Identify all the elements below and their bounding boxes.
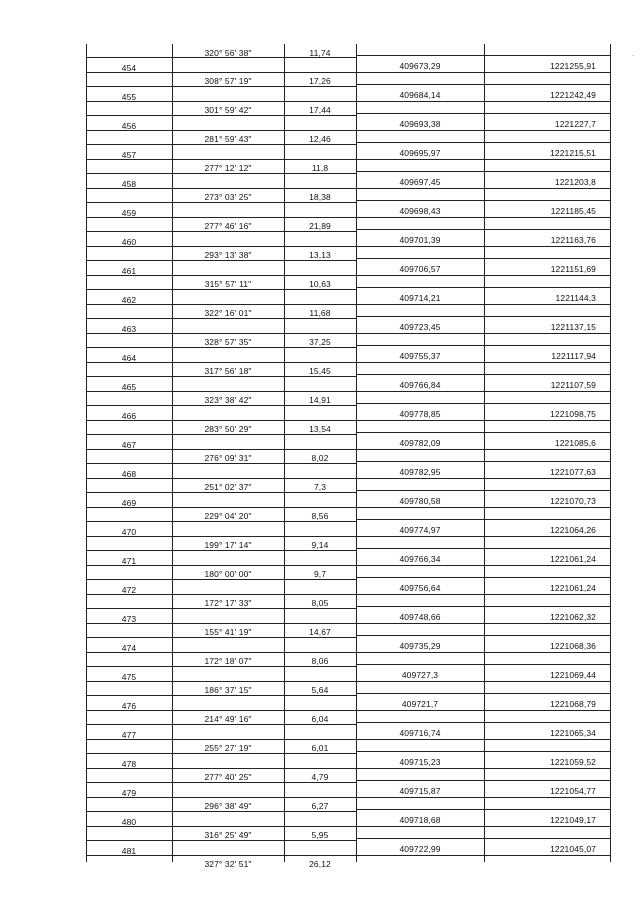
point-number: 465 <box>121 382 137 392</box>
segment-divider <box>86 202 356 203</box>
segment-length: 11,74 <box>309 48 331 58</box>
segment-length: 14,91 <box>309 395 331 405</box>
segment-length: 37,25 <box>309 337 331 347</box>
coordinate-x: 409698,43 <box>399 206 441 216</box>
coordinate-x: 409715,87 <box>399 786 441 796</box>
coordinate-x: 409723,45 <box>399 322 441 332</box>
segment-length: 11,8 <box>311 163 329 173</box>
coordinate-x: 409722,99 <box>399 844 441 854</box>
segment-divider <box>86 753 356 754</box>
segment-length: 26,12 <box>309 859 331 869</box>
segment-angle: 277° 40' 25" <box>204 772 252 782</box>
segment-angle: 277° 12' 12" <box>204 163 252 173</box>
coord-divider <box>356 606 610 607</box>
coord-divider <box>356 403 610 404</box>
point-number: 471 <box>121 556 137 566</box>
segment-angle: 317° 56' 18" <box>204 366 252 376</box>
segment-angle: 296° 38' 49" <box>204 801 252 811</box>
coord-divider <box>356 693 610 694</box>
coordinate-x: 409718,68 <box>399 815 441 825</box>
segment-angle: 327° 32' 51" <box>204 859 252 869</box>
segment-divider <box>86 434 356 435</box>
coordinate-x: 409721,7 <box>401 699 439 709</box>
segment-divider <box>86 57 356 58</box>
segment-angle: 214° 49' 16" <box>204 714 252 724</box>
point-number: 478 <box>121 759 137 769</box>
segment-divider <box>86 492 356 493</box>
segment-divider <box>86 115 356 116</box>
coord-divider <box>356 577 610 578</box>
segment-length: 5,64 <box>311 685 329 695</box>
coordinate-y: 1221068,36 <box>550 641 596 651</box>
segment-divider <box>86 637 356 638</box>
segment-angle: 328° 57' 35" <box>204 337 252 347</box>
coordinate-x: 409782,09 <box>399 438 441 448</box>
segment-angle: 273° 03' 25" <box>204 192 252 202</box>
segment-length: 6,04 <box>311 714 329 724</box>
segment-length: 8,56 <box>311 511 329 521</box>
coordinate-x: 409735,29 <box>399 641 441 651</box>
coordinate-x: 409684,14 <box>399 90 441 100</box>
coordinate-x: 409706,57 <box>399 264 441 274</box>
segment-divider <box>86 231 356 232</box>
point-number: 479 <box>121 788 137 798</box>
point-number: 477 <box>121 730 137 740</box>
segment-angle: 172° 18' 07" <box>204 656 252 666</box>
coordinate-y: 1221107,59 <box>550 380 596 390</box>
segment-angle: 323° 38' 42" <box>204 395 252 405</box>
coord-divider <box>356 287 610 288</box>
point-number: 455 <box>121 92 137 102</box>
point-number: 459 <box>121 208 137 218</box>
point-number: 468 <box>121 469 137 479</box>
segment-angle: 229° 04' 20" <box>204 511 252 521</box>
point-number: 467 <box>121 440 137 450</box>
coord-divider <box>356 229 610 230</box>
segment-angle: 301° 59' 42" <box>204 105 252 115</box>
segment-length: 18,38 <box>309 192 331 202</box>
coord-divider <box>356 84 610 85</box>
coordinate-y: 1221054,77 <box>550 786 596 796</box>
coordinate-x: 409755,37 <box>399 351 441 361</box>
segment-length: 8,06 <box>311 656 329 666</box>
coordinate-y: 1221069,44 <box>550 670 596 680</box>
segment-length: 8,05 <box>311 598 329 608</box>
segment-divider <box>86 724 356 725</box>
segment-angle: 251° 02' 37" <box>204 482 252 492</box>
coord-divider <box>356 258 610 259</box>
coord-divider <box>356 780 610 781</box>
segment-divider <box>86 260 356 261</box>
coordinate-y: 1221137,15 <box>550 322 596 332</box>
coord-divider <box>356 200 610 201</box>
segment-length: 9,14 <box>311 540 329 550</box>
coord-divider <box>356 142 610 143</box>
coordinate-x: 409774,97 <box>399 525 441 535</box>
segment-length: 11,68 <box>309 308 331 318</box>
coordinate-y: 1221064,26 <box>550 525 596 535</box>
coordinate-y: 1221185,45 <box>550 206 596 216</box>
coordinate-x: 409756,64 <box>399 583 441 593</box>
coordinate-x: 409782,95 <box>399 467 441 477</box>
coord-divider <box>356 838 610 839</box>
coordinate-x: 409714,21 <box>399 293 441 303</box>
segment-angle: 180° 00' 00" <box>204 569 252 579</box>
point-number: 475 <box>121 672 137 682</box>
segment-angle: 293° 13' 38" <box>204 250 252 260</box>
coordinate-y: 1221065,34 <box>550 728 596 738</box>
segment-length: 13,13 <box>309 250 331 260</box>
coordinate-y: 1221117,94 <box>551 351 596 361</box>
segment-angle: 320° 56' 38" <box>204 48 252 58</box>
coordinate-y: 1221151,69 <box>550 264 596 274</box>
coordinates-table <box>86 44 610 869</box>
coord-divider <box>356 345 610 346</box>
coordinate-y: 1221163,76 <box>550 235 596 245</box>
segment-length: 9,7 <box>313 569 327 579</box>
segment-length: 17,44 <box>309 105 331 115</box>
segment-angle: 308° 57' 19" <box>204 76 252 86</box>
segment-angle: 199° 17' 14" <box>204 540 252 550</box>
segment-angle: 186° 37' 15" <box>204 685 252 695</box>
segment-divider <box>86 173 356 174</box>
point-number: 457 <box>121 150 137 160</box>
coord-divider <box>356 55 610 56</box>
coord-divider <box>356 490 610 491</box>
coordinate-x: 409693,38 <box>399 119 441 129</box>
segment-angle: 316° 25' 49" <box>204 830 252 840</box>
segment-angle: 315° 57' 11" <box>204 279 252 289</box>
point-number: 461 <box>121 266 137 276</box>
point-number: 466 <box>121 411 137 421</box>
coordinate-x: 409701,39 <box>399 235 441 245</box>
coordinate-x: 409697,45 <box>399 177 441 187</box>
segment-angle: 155° 41' 19" <box>204 627 252 637</box>
segment-length: 6,01 <box>311 743 329 753</box>
coordinate-x: 409695,97 <box>399 148 441 158</box>
segment-divider <box>86 608 356 609</box>
point-number: 460 <box>121 237 137 247</box>
segment-divider <box>86 289 356 290</box>
point-number: 458 <box>121 179 137 189</box>
segment-divider <box>86 840 356 841</box>
point-number: 462 <box>121 295 137 305</box>
segment-angle: 172° 17' 33" <box>204 598 252 608</box>
coordinate-y: 1221215,51 <box>550 148 596 158</box>
coordinate-y: 1221255,91 <box>550 61 596 71</box>
coord-divider <box>356 809 610 810</box>
point-number: 456 <box>121 121 137 131</box>
coord-divider <box>356 519 610 520</box>
segment-length: 13,54 <box>309 424 331 434</box>
coordinate-y: 1221068,79 <box>550 699 596 709</box>
corner-mark: ` <box>632 56 634 62</box>
coordinate-x: 409748,66 <box>399 612 441 622</box>
coordinate-x: 409727,3 <box>401 670 439 680</box>
segment-divider <box>86 318 356 319</box>
segment-length: 5,95 <box>311 830 329 840</box>
coordinate-x: 409673,29 <box>399 61 441 71</box>
segment-divider <box>86 463 356 464</box>
segment-length: 6,27 <box>311 801 329 811</box>
segment-length: 15,45 <box>309 366 331 376</box>
coordinate-y: 1221098,75 <box>550 409 596 419</box>
coordinate-y: 1221085,6 <box>554 438 596 448</box>
segment-angle: 276° 09' 31" <box>204 453 252 463</box>
segment-divider <box>86 550 356 551</box>
coordinate-y: 1221070,73 <box>550 496 596 506</box>
coordinate-y: 1221049,17 <box>550 815 596 825</box>
coord-divider <box>356 432 610 433</box>
coordinate-y: 1221242,49 <box>550 90 596 100</box>
coord-divider <box>356 548 610 549</box>
point-number: 476 <box>121 701 137 711</box>
coord-divider <box>356 664 610 665</box>
segment-angle: 255° 27' 19" <box>204 743 252 753</box>
coordinate-x: 409766,84 <box>399 380 441 390</box>
segment-length: 8,02 <box>311 453 329 463</box>
point-number: 474 <box>121 643 137 653</box>
segment-angle: 283° 50' 29" <box>204 424 252 434</box>
coord-divider <box>356 635 610 636</box>
point-number: 480 <box>121 817 137 827</box>
point-number: 454 <box>121 63 137 73</box>
coordinate-y: 1221045,07 <box>550 844 596 854</box>
point-number: 470 <box>121 527 137 537</box>
coord-divider <box>356 316 610 317</box>
coordinate-x: 409778,85 <box>399 409 441 419</box>
coord-divider <box>356 374 610 375</box>
segment-divider <box>86 579 356 580</box>
segment-divider <box>86 666 356 667</box>
coordinate-x: 409766,34 <box>399 554 441 564</box>
segment-divider <box>86 521 356 522</box>
coord-divider <box>356 722 610 723</box>
segment-length: 12,46 <box>309 134 331 144</box>
column-divider <box>610 44 611 862</box>
segment-angle: 277° 46' 16" <box>204 221 252 231</box>
coordinate-x: 409715,23 <box>399 757 441 767</box>
segment-length: 21,89 <box>309 221 331 231</box>
segment-length: 7,3 <box>313 482 327 492</box>
coordinate-y: 1221144,3 <box>555 293 596 303</box>
coord-divider <box>356 171 610 172</box>
segment-divider <box>86 782 356 783</box>
segment-length: 14,67 <box>309 627 331 637</box>
coordinate-y: 1221061,24 <box>550 583 596 593</box>
coordinate-y: 1221062,32 <box>550 612 596 622</box>
point-number: 463 <box>121 324 137 334</box>
segment-angle: 281° 59' 43" <box>204 134 252 144</box>
segment-divider <box>86 144 356 145</box>
point-number: 481 <box>121 846 137 856</box>
coordinate-y: 1221077,63 <box>550 467 596 477</box>
segment-divider <box>86 86 356 87</box>
coordinate-y: 1221227,7 <box>554 119 596 129</box>
segment-length: 17,26 <box>309 76 331 86</box>
segment-divider <box>86 376 356 377</box>
segment-angle: 322° 16' 01" <box>204 308 252 318</box>
segment-divider <box>86 347 356 348</box>
segment-divider <box>86 405 356 406</box>
coordinate-y: 1221203,8 <box>554 177 596 187</box>
coordinate-x: 409780,58 <box>399 496 441 506</box>
coordinate-y: 1221061,24 <box>550 554 596 564</box>
coord-divider <box>356 751 610 752</box>
segment-length: 10,63 <box>309 279 331 289</box>
segment-divider <box>86 811 356 812</box>
segment-divider <box>86 695 356 696</box>
point-number: 469 <box>121 498 137 508</box>
coord-divider <box>356 113 610 114</box>
coordinate-y: 1221059,52 <box>550 757 596 767</box>
point-number: 473 <box>121 614 137 624</box>
segment-length: 4,79 <box>311 772 329 782</box>
coordinate-x: 409716,74 <box>399 728 441 738</box>
point-number: 472 <box>121 585 137 595</box>
point-number: 464 <box>121 353 137 363</box>
coord-divider <box>356 461 610 462</box>
